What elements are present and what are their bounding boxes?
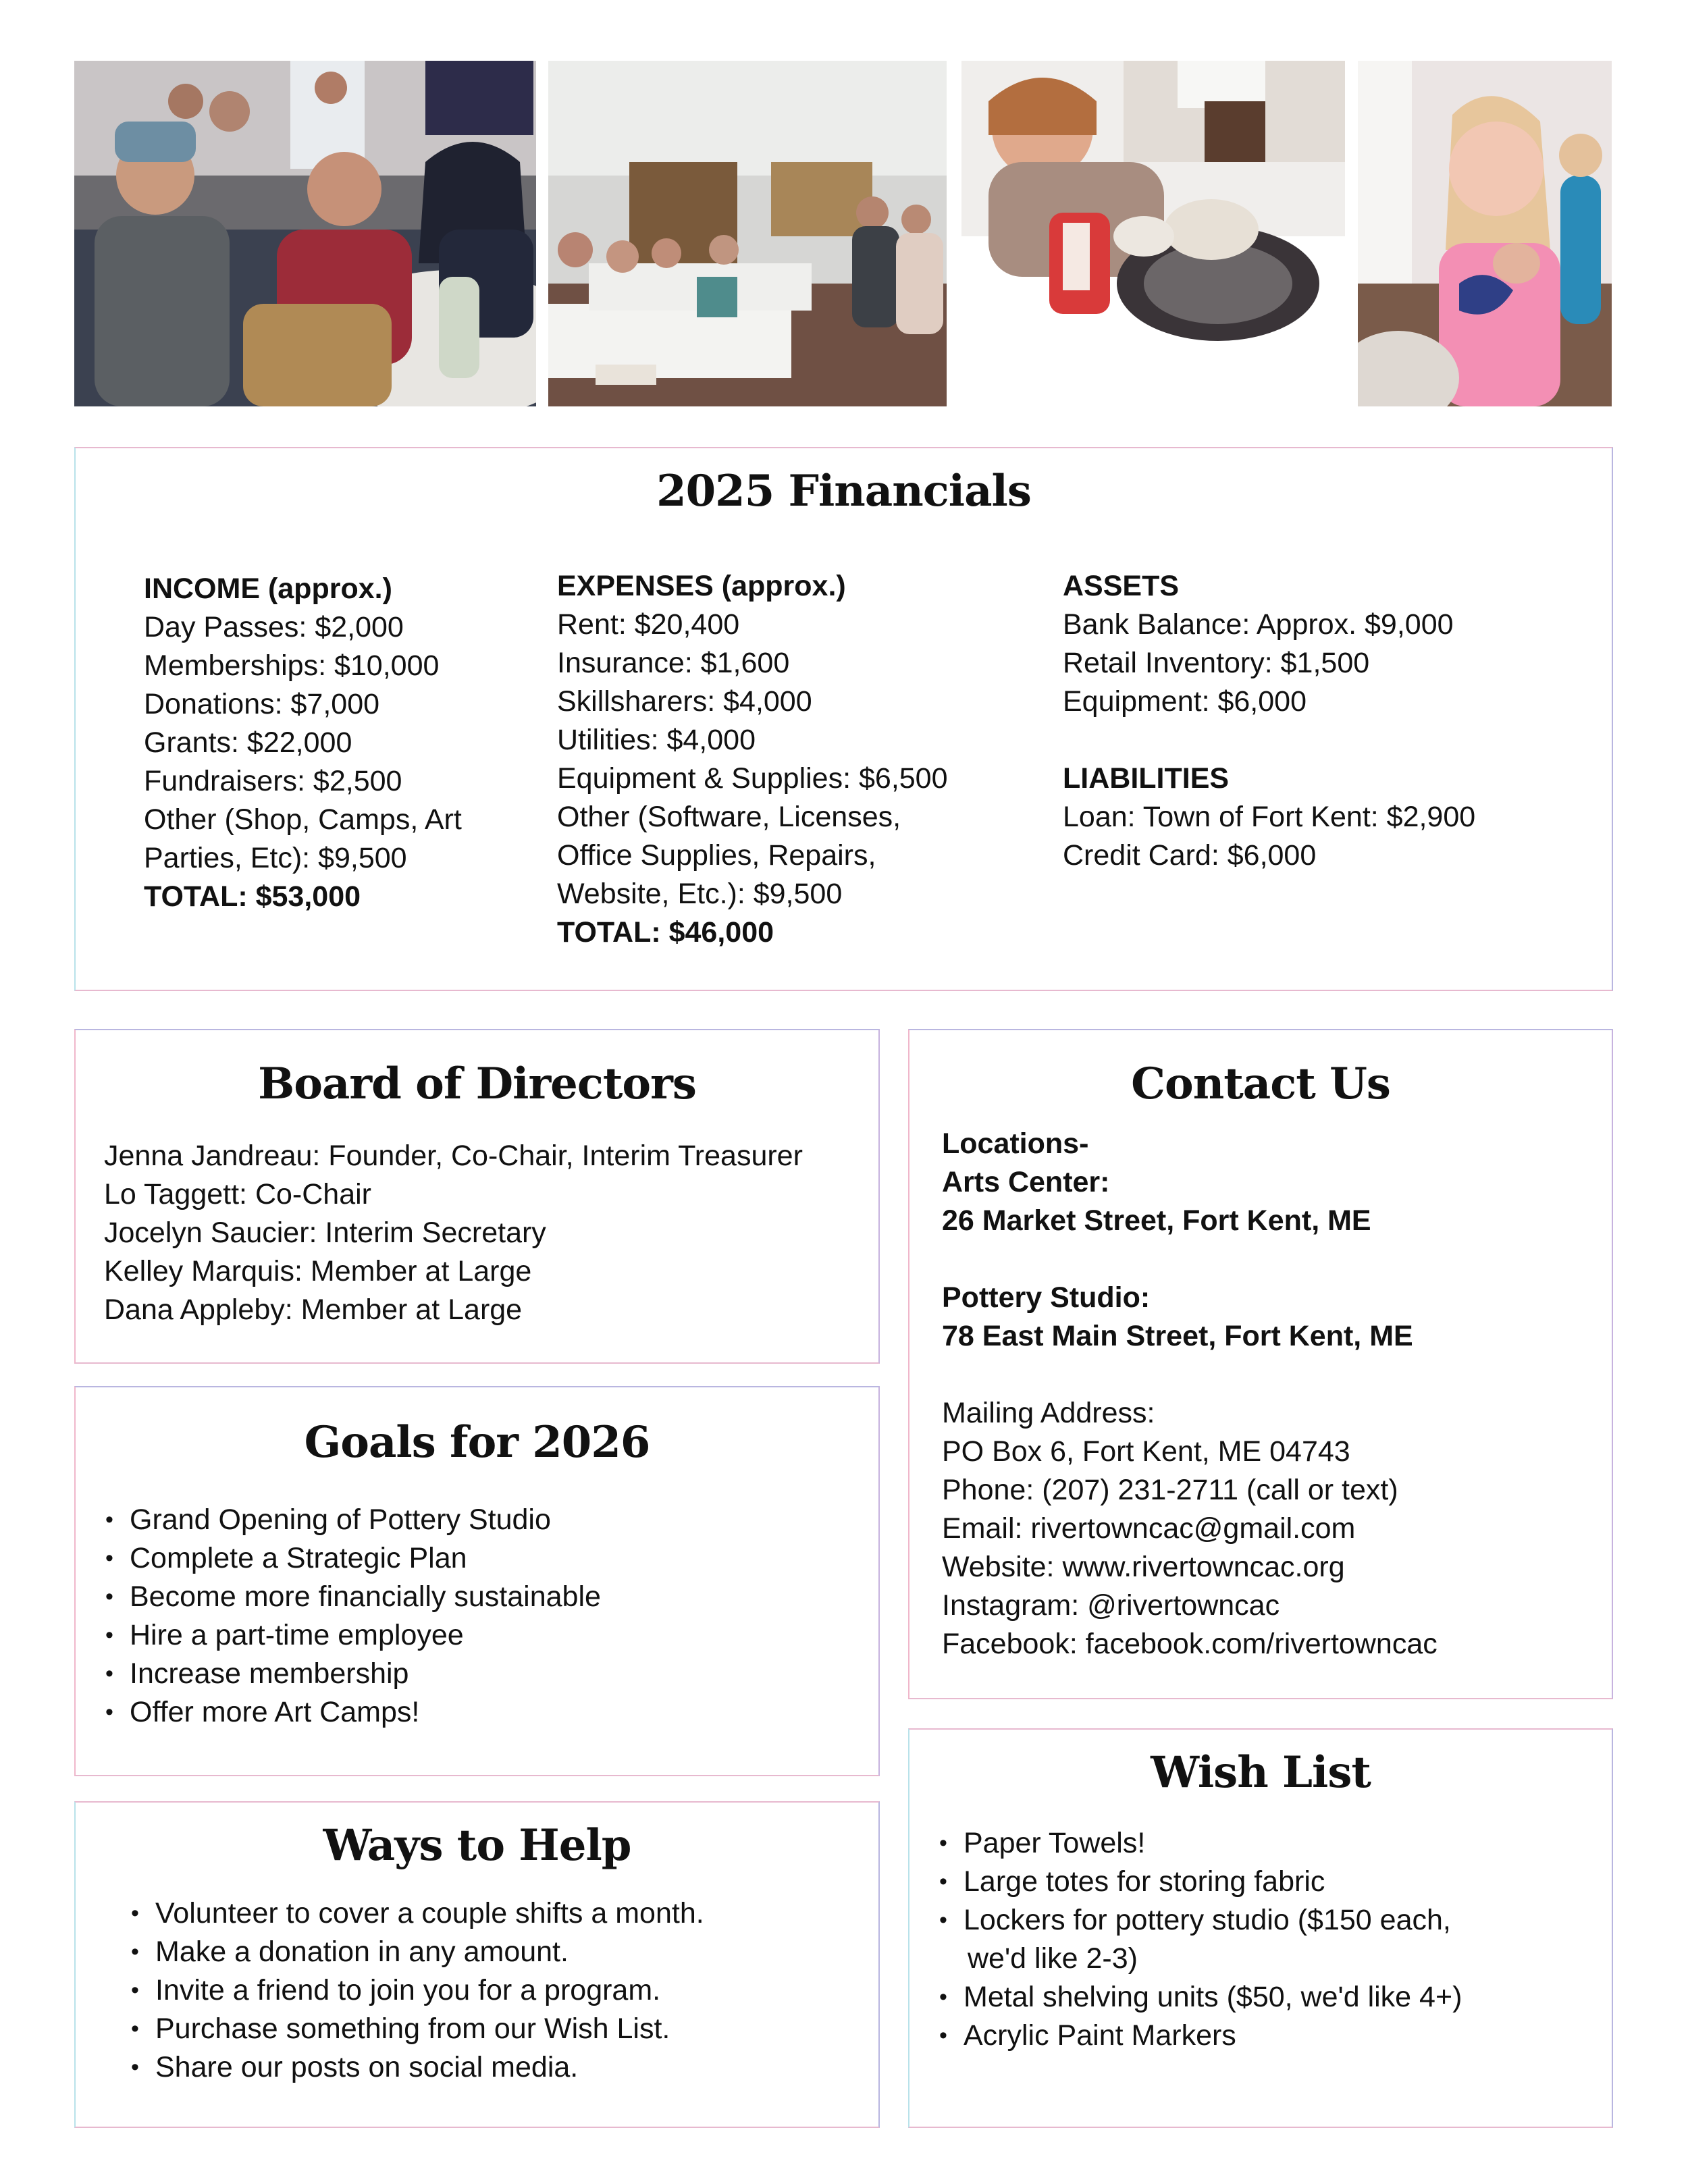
- income-line: Day Passes: $2,000: [144, 611, 404, 643]
- board-title: Board of Directors: [258, 1059, 696, 1109]
- goal-item: • Complete a Strategic Plan: [103, 1539, 601, 1578]
- board-member: Jenna Jandreau: Founder, Co-Chair, Interim Treasurer: [104, 1140, 803, 1172]
- board-box: [74, 1029, 880, 1364]
- help-item: • Make a donation in any amount.: [128, 1933, 704, 1971]
- wishlist-item: • Paper Towels!: [937, 1824, 1462, 1863]
- wishlist-title: Wish List: [1151, 1747, 1371, 1798]
- pottery-studio-label: Pottery Studio:: [942, 1281, 1151, 1314]
- income-column: [144, 570, 462, 916]
- help-item: • Purchase something from our Wish List.: [128, 2010, 704, 2048]
- expense-line: Skillsharers: $4,000: [557, 685, 812, 718]
- liabilities-heading: LIABILITIES: [1063, 762, 1230, 795]
- wishlist-box: [908, 1728, 1613, 2128]
- board-member: Dana Appleby: Member at Large: [104, 1294, 523, 1326]
- board-member: Lo Taggett: Co-Chair: [104, 1178, 371, 1210]
- help-title: Ways to Help: [323, 1820, 631, 1871]
- wishlist-item-line: Lockers for pottery studio ($150 each,: [964, 1904, 1451, 1936]
- expense-line: Rent: $20,400: [557, 608, 740, 641]
- wishlist-item-continuation: we'd like 2-3): [968, 1942, 1138, 1975]
- help-item: • Invite a friend to join you for a program.: [128, 1971, 704, 2010]
- goal-item: • Increase membership: [103, 1655, 601, 1693]
- email-text: Email: rivertowncac@gmail.com: [942, 1512, 1356, 1545]
- help-box: [74, 1801, 880, 2128]
- expenses-heading: EXPENSES (approx.): [557, 570, 846, 602]
- contact-box: [908, 1029, 1613, 1699]
- help-item: • Share our posts on social media.: [128, 2048, 704, 2087]
- teens-group-photo: [74, 61, 536, 406]
- income-total: TOTAL: $53,000: [144, 880, 361, 913]
- goals-list: [103, 1501, 601, 1732]
- phone-text: Phone: (207) 231-2711 (call or text): [942, 1474, 1398, 1506]
- goals-title: Goals for 2026: [304, 1417, 650, 1468]
- expense-line: Insurance: $1,600: [557, 647, 790, 679]
- assets-heading: ASSETS: [1063, 570, 1180, 602]
- help-list: [128, 1894, 704, 2087]
- locations-label: Locations-: [942, 1127, 1089, 1160]
- goal-item: • Become more financially sustainable: [103, 1578, 601, 1616]
- financials-box: [74, 447, 1613, 991]
- income-line: Fundraisers: $2,500: [144, 765, 402, 797]
- instagram-text: Instagram: @rivertowncac: [942, 1589, 1280, 1622]
- pottery-child-photo: [961, 61, 1345, 406]
- income-line: Other (Shop, Camps, Art: [144, 803, 462, 836]
- asset-line: Bank Balance: Approx. $9,000: [1063, 608, 1454, 641]
- expenses-column: [557, 567, 948, 952]
- asset-line: Retail Inventory: $1,500: [1063, 647, 1370, 679]
- wishlist-item: • Metal shelving units ($50, we'd like 4+): [937, 1978, 1462, 2017]
- arts-center-label: Arts Center:: [942, 1166, 1110, 1198]
- girl-craft-photo: [1358, 61, 1612, 406]
- contact-details: [942, 1125, 1438, 1663]
- liability-line: Credit Card: $6,000: [1063, 839, 1317, 872]
- wishlist-item: [937, 1901, 1462, 1978]
- goal-item: • Grand Opening of Pottery Studio: [103, 1501, 601, 1539]
- wishlist-item: • Acrylic Paint Markers: [937, 2017, 1462, 2055]
- financials-title: 2025 Financials: [656, 466, 1031, 516]
- income-line: Memberships: $10,000: [144, 649, 440, 682]
- expense-line: Office Supplies, Repairs,: [557, 839, 876, 872]
- assets-column: [1063, 567, 1475, 875]
- art-class-photo: [548, 61, 947, 406]
- facebook-text: Facebook: facebook.com/rivertowncac: [942, 1628, 1438, 1660]
- asset-line: Equipment: $6,000: [1063, 685, 1307, 718]
- arts-center-address: 26 Market Street, Fort Kent, ME: [942, 1204, 1371, 1237]
- website-text: Website: www.rivertowncac.org: [942, 1551, 1345, 1583]
- board-members: [104, 1137, 803, 1329]
- contact-title: Contact Us: [1131, 1059, 1390, 1109]
- expense-line: Other (Software, Licenses,: [557, 801, 901, 833]
- goal-item: • Offer more Art Camps!: [103, 1693, 601, 1732]
- expense-line: Utilities: $4,000: [557, 724, 756, 756]
- expense-line: Website, Etc.): $9,500: [557, 878, 843, 910]
- goal-item: • Hire a part-time employee: [103, 1616, 601, 1655]
- wishlist-list: [937, 1824, 1462, 2055]
- help-item: • Volunteer to cover a couple shifts a month.: [128, 1894, 704, 1933]
- income-line: Donations: $7,000: [144, 688, 380, 720]
- goals-box: [74, 1386, 880, 1776]
- board-member: Jocelyn Saucier: Interim Secretary: [104, 1217, 546, 1249]
- expense-line: Equipment & Supplies: $6,500: [557, 762, 948, 795]
- mailing-address: PO Box 6, Fort Kent, ME 04743: [942, 1435, 1350, 1468]
- income-line: Grants: $22,000: [144, 726, 352, 759]
- liability-line: Loan: Town of Fort Kent: $2,900: [1063, 801, 1476, 833]
- pottery-studio-address: 78 East Main Street, Fort Kent, ME: [942, 1320, 1413, 1352]
- income-line: Parties, Etc): $9,500: [144, 842, 407, 874]
- expenses-total: TOTAL: $46,000: [557, 916, 774, 949]
- wishlist-item: • Large totes for storing fabric: [937, 1863, 1462, 1901]
- mailing-label: Mailing Address:: [942, 1397, 1155, 1429]
- income-heading: INCOME (approx.): [144, 572, 392, 605]
- board-member: Kelley Marquis: Member at Large: [104, 1255, 532, 1287]
